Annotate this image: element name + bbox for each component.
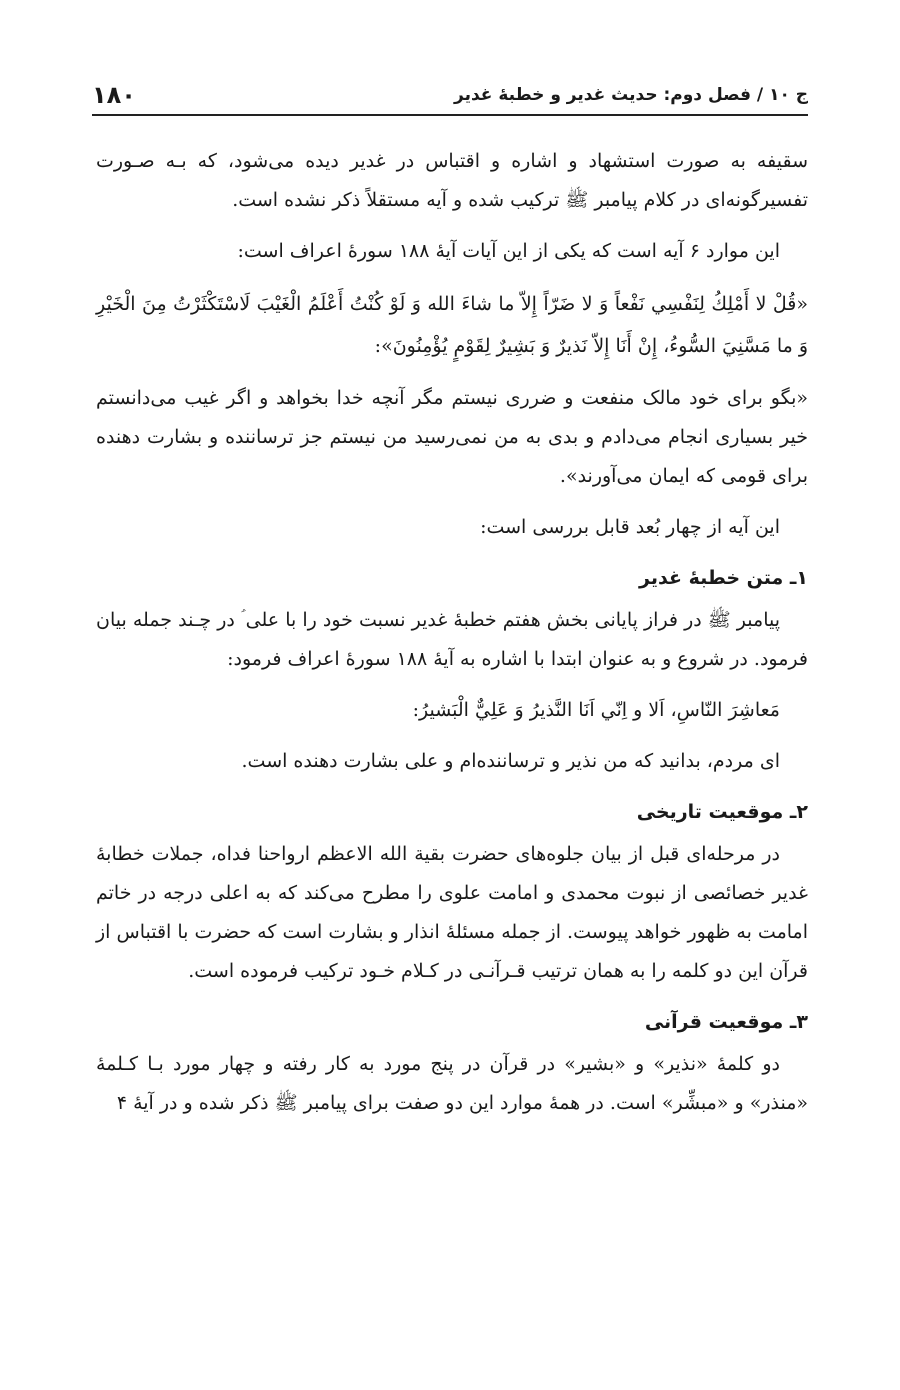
- page-header: [92, 76, 808, 116]
- sermon-quote-translation: ای مردم، بدانید که من نذیر و ترساننده‌ام و علی بشارت دهنده است.: [241, 750, 780, 772]
- sermon-arabic-quote: مَعاشِرَ النّاسِ، اَلا و اِنّي اَنَا النَّذيرُ وَ عَلِيٌّ الْبَشيرُ:: [412, 699, 780, 721]
- paragraph-quranic: دو کلمهٔ «نذیر» و «بشیر» در قرآن در پنج مورد به کار رفته و چهار مورد بـا کـلمهٔ «منذر» و «مبشِّر» است. در همهٔ موارد این دو صفت برای پیامبر ﷺ ذکر شده و در آیهٔ ۴: [96, 1053, 808, 1114]
- paragraph-verse-intro: این موارد ۶ آیه است که یکی از این آیات آیهٔ ۱۸۸ سورهٔ اعراف است:: [237, 240, 780, 262]
- quran-verse: «قُلْ لا أَمْلِكُ لِنَفْسِي نَفْعاً وَ لا ضَرّاً إِلاّ ما شاءَ الله وَ لَوْ كُنْتُ أَعْلَمُ الْغَيْبَ لَاسْتَكْثَرْتُ مِنَ الْخَيْرِ وَ ما مَسَّنِيَ السُّوءُ، إِنْ أَنَا إِلاّ نَذيرٌ وَ بَشِيرٌ لِقَوْمٍ يُؤْمِنُونَ»:: [96, 293, 808, 357]
- paragraph-historical: در مرحله‌ای قبل از بیان جلوه‌های حضرت بقیة الله الاعظم ارواحنا فداه، جملات خطابهٔ غدیر خصائصی از نبوت محمدی و امامت علوی را مطرح می‌کند که به اعلی درجه در خاتم امامت به ظهور خواهد پیوست. از جمله مسئلهٔ انذار و بشارت است که حضرت با اقتباس از قرآن این دو کلمه را به همان ترتیب قـرآنـی در کـلام خـود ترکیب فرموده است.: [96, 843, 808, 982]
- paragraph-intro: سقیفه به صورت استشهاد و اشاره و اقتباس در غدیر دیده می‌شود، که بـه صـورت تفسیرگونه‌ای در کلام پیامبر ﷺ ترکیب شده و آیه مستقلاً ذکر نشده است.: [96, 150, 808, 211]
- section-heading-2: ۲ـ موقعیت تاریخی: [636, 801, 808, 823]
- paragraph-dimensions: این آیه از چهار بُعد قابل بررسی است:: [480, 516, 780, 538]
- page-number: ۱۸۰: [92, 81, 136, 109]
- section-heading-1: ۱ـ متن خطبهٔ غدیر: [639, 567, 808, 589]
- paragraph-sermon-text: پیامبر ﷺ در فراز پایانی بخش هفتم خطبهٔ غدیر نسبت خود را با علی ؑ در چـند جمله بیان فرمود. در شروع و به عنوان ابتدا با اشاره به آیهٔ ۱۸۸ سورهٔ اعراف فرمود:: [96, 609, 808, 670]
- running-title: ج ۱۰ / فصل دوم: حدیث غدیر و خطبهٔ غدیر: [454, 85, 808, 105]
- verse-translation: «بگو برای خود مالک منفعت و ضرری نیستم مگر آنچه خدا بخواهد و اگر غیب می‌دانستم خیر بسیاری انجام می‌دادم و بدی به من نمی‌رسید من نیستم جز ترساننده و بشارت دهنده برای قومی که ایمان می‌آورند».: [96, 387, 808, 487]
- page-body: [96, 142, 808, 1135]
- section-heading-3: ۳ـ موقعیت قرآنی: [644, 1011, 808, 1033]
